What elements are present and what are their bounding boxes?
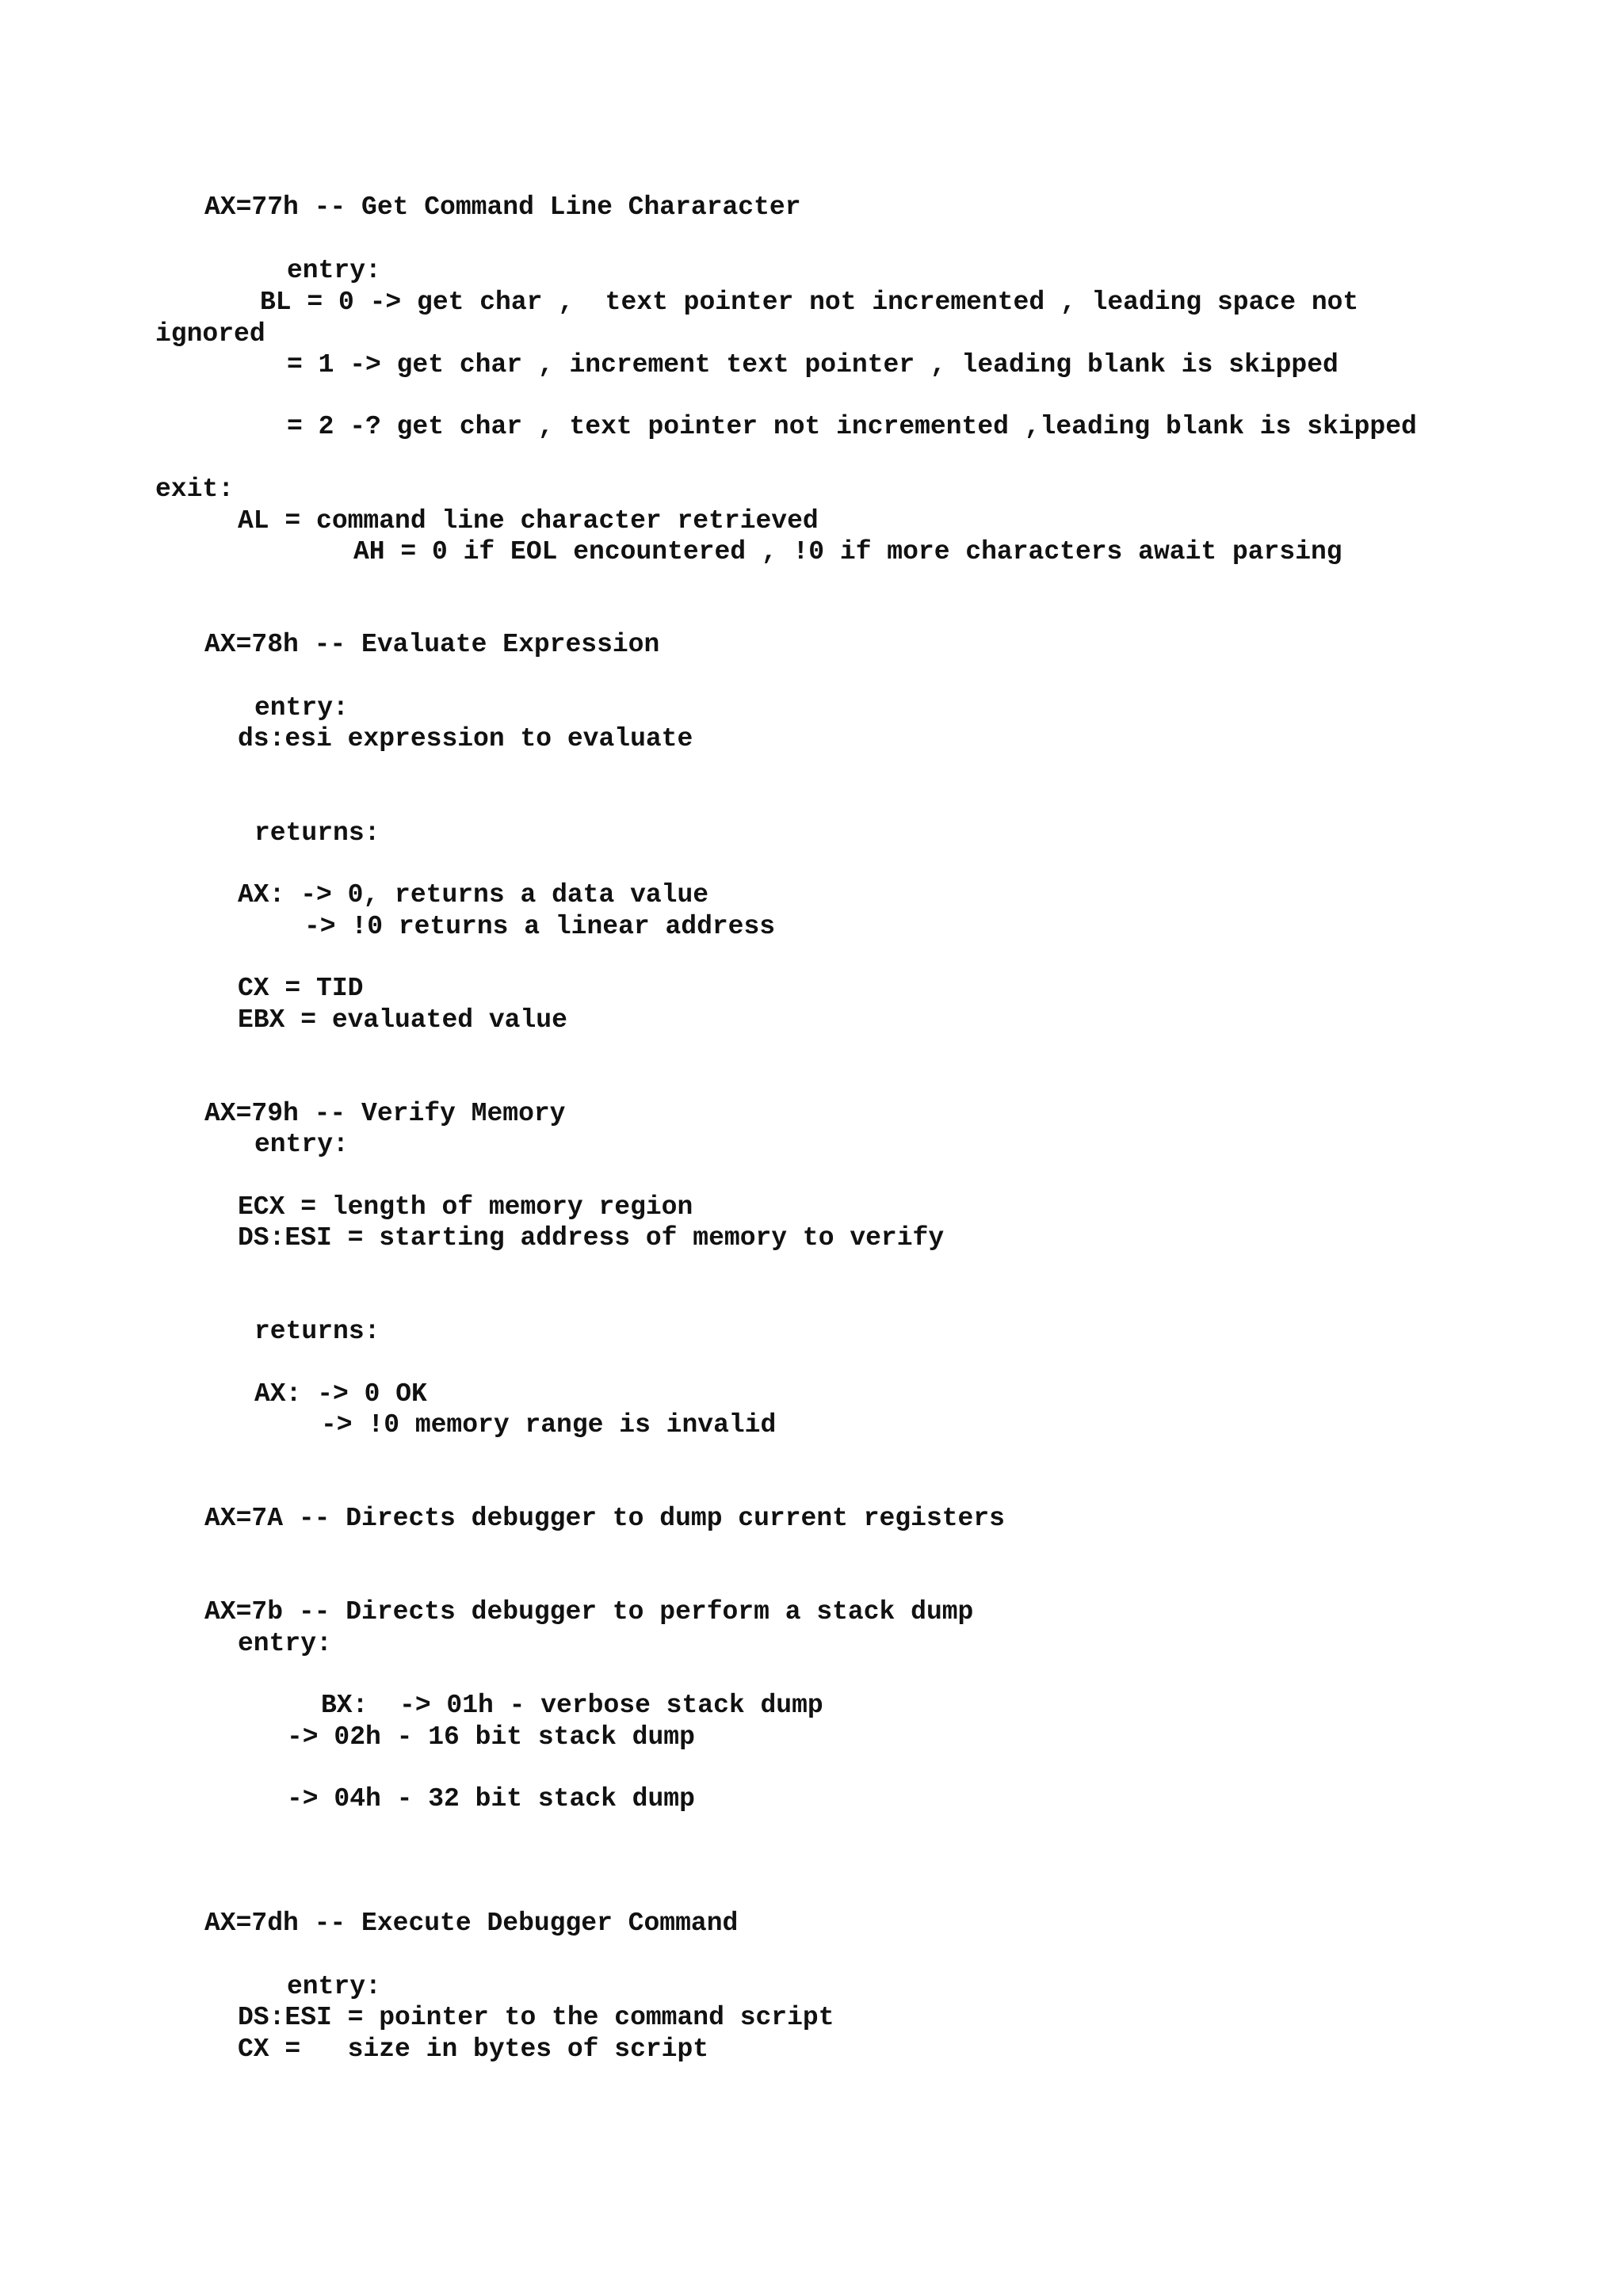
ax-zero-line: AX: -> 0, returns a data value bbox=[238, 880, 709, 910]
section-heading-ax7a: AX=7A -- Directs debugger to dump current registers bbox=[204, 1504, 1005, 1533]
bx-32bit-line: -> 04h - 32 bit stack dump bbox=[287, 1784, 695, 1814]
bl-1-line: = 1 -> get char , increment text pointer , leading blank is skipped bbox=[287, 350, 1338, 379]
ds-esi-line: DS:ESI = starting address of memory to verify bbox=[238, 1223, 945, 1253]
ecx-line: ECX = length of memory region bbox=[238, 1192, 693, 1222]
entry-label: entry: bbox=[287, 256, 381, 285]
ax-zero-line: AX: -> 0 OK bbox=[254, 1379, 427, 1409]
bx-verbose-line: BX: -> 01h - verbose stack dump bbox=[321, 1691, 823, 1720]
bl-0-line: BL = 0 -> get char , text pointer not incremented , leading space not bbox=[260, 288, 1359, 317]
entry-label: entry: bbox=[238, 1629, 332, 1658]
ax-nonzero-line: -> !0 memory range is invalid bbox=[321, 1410, 777, 1440]
ebx-line: EBX = evaluated value bbox=[238, 1005, 567, 1035]
ds-esi-line: ds:esi expression to evaluate bbox=[238, 724, 693, 753]
cx-line: CX = size in bytes of script bbox=[238, 2035, 709, 2064]
bl-2-line: = 2 -? get char , text pointer not incremented ,leading blank is skipped bbox=[287, 412, 1417, 441]
entry-label: entry: bbox=[254, 1130, 349, 1159]
bx-16bit-line: -> 02h - 16 bit stack dump bbox=[287, 1722, 695, 1752]
section-heading-ax7b: AX=7b -- Directs debugger to perform a stack dump bbox=[204, 1597, 974, 1627]
entry-label: entry: bbox=[287, 1972, 381, 2001]
cx-line: CX = TID bbox=[238, 974, 364, 1003]
returns-label: returns: bbox=[254, 1317, 380, 1346]
section-heading-ax77: AX=77h -- Get Command Line Chararacter bbox=[204, 193, 801, 222]
section-heading-ax7d: AX=7dh -- Execute Debugger Command bbox=[204, 1909, 739, 1938]
returns-label: returns: bbox=[254, 818, 380, 848]
ax-nonzero-line: -> !0 returns a linear address bbox=[304, 912, 776, 941]
al-line: AL = command line character retrieved bbox=[238, 506, 819, 536]
ah-line: AH = 0 if EOL encountered , !0 if more characters await parsing bbox=[353, 537, 1342, 566]
section-heading-ax78: AX=78h -- Evaluate Expression bbox=[204, 630, 660, 659]
bl-0-wrap-line: ignored bbox=[155, 319, 265, 349]
ds-esi-line: DS:ESI = pointer to the command script bbox=[238, 2003, 834, 2032]
section-heading-ax79: AX=79h -- Verify Memory bbox=[204, 1099, 566, 1128]
entry-label: entry: bbox=[254, 693, 349, 723]
exit-label: exit: bbox=[155, 475, 235, 504]
